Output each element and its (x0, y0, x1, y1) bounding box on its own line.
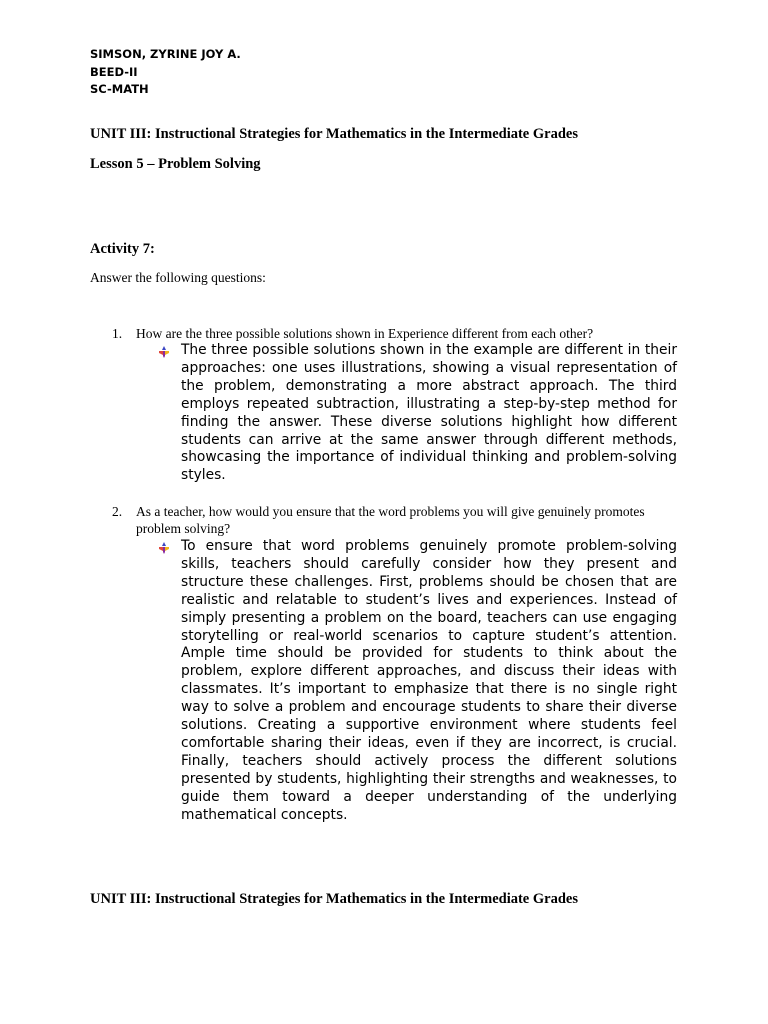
student-header (90, 46, 241, 99)
unit-title: UNIT III: Instructional Strategies for Mathematics in the Intermediate Grades (90, 126, 578, 142)
student-name: SIMSON, ZYRINE JOY A. (90, 47, 241, 61)
student-course: SC-MATH (90, 82, 149, 96)
question-text: As a teacher, how would you ensure that the word problems you will give genuinely promotes problem solving? (136, 504, 645, 536)
question-number: 2. (112, 504, 123, 519)
question-text: How are the three possible solutions shown in Experience different from each other? (136, 326, 594, 341)
arrow-bullet-icon (158, 542, 170, 554)
footer-unit-title: UNIT III: Instructional Strategies for Mathematics in the Intermediate Grades (90, 891, 578, 907)
student-program: BEED-II (90, 64, 138, 79)
arrow-bullet-icon (158, 346, 170, 358)
question-2 (112, 503, 672, 537)
answer-2: To ensure that word problems genuinely promote problem-solving skills, teachers should carefully consider how they present and structure these challenges. First, problems should be chosen that are realistic and relatable to student’s lives and experiences. Instead of simply presenting a problem on the board, teachers can use engaging storytelling or real-world scenarios to capture student’s attention. Ample time should be provided for students to think about the problem, explore different approaches, and discuss their ideas with classmates. It’s important to emphasize that there is no single right way to solve a problem and encourage students to share their diverse solutions. Creating a supportive environment where students feel comfortable sharing their ideas, even if they are incorrect, is crucial. Finally, teachers should actively process the different solutions presented by students, highlighting their strengths and weaknesses, to guide them toward a deeper understanding of the underlying mathematical concepts. (181, 538, 677, 823)
lesson-title: Lesson 5 – Problem Solving (90, 156, 261, 172)
answer-1: The three possible solutions shown in the example are different in their approaches: one uses illustrations, showing a visual representation of the problem, demonstrating a more abstract approach. The third employs repeated subtraction, illustrating a step-by-step method for finding the answer. These diverse solutions highlight how different students can arrive at the same answer through different methods, showcasing the importance of individual thinking and problem-solving styles. (181, 342, 677, 484)
question-number: 1. (112, 326, 123, 341)
activity-title: Activity 7: (90, 241, 155, 257)
question-1 (112, 325, 672, 342)
instruction-text: Answer the following questions: (90, 270, 266, 285)
